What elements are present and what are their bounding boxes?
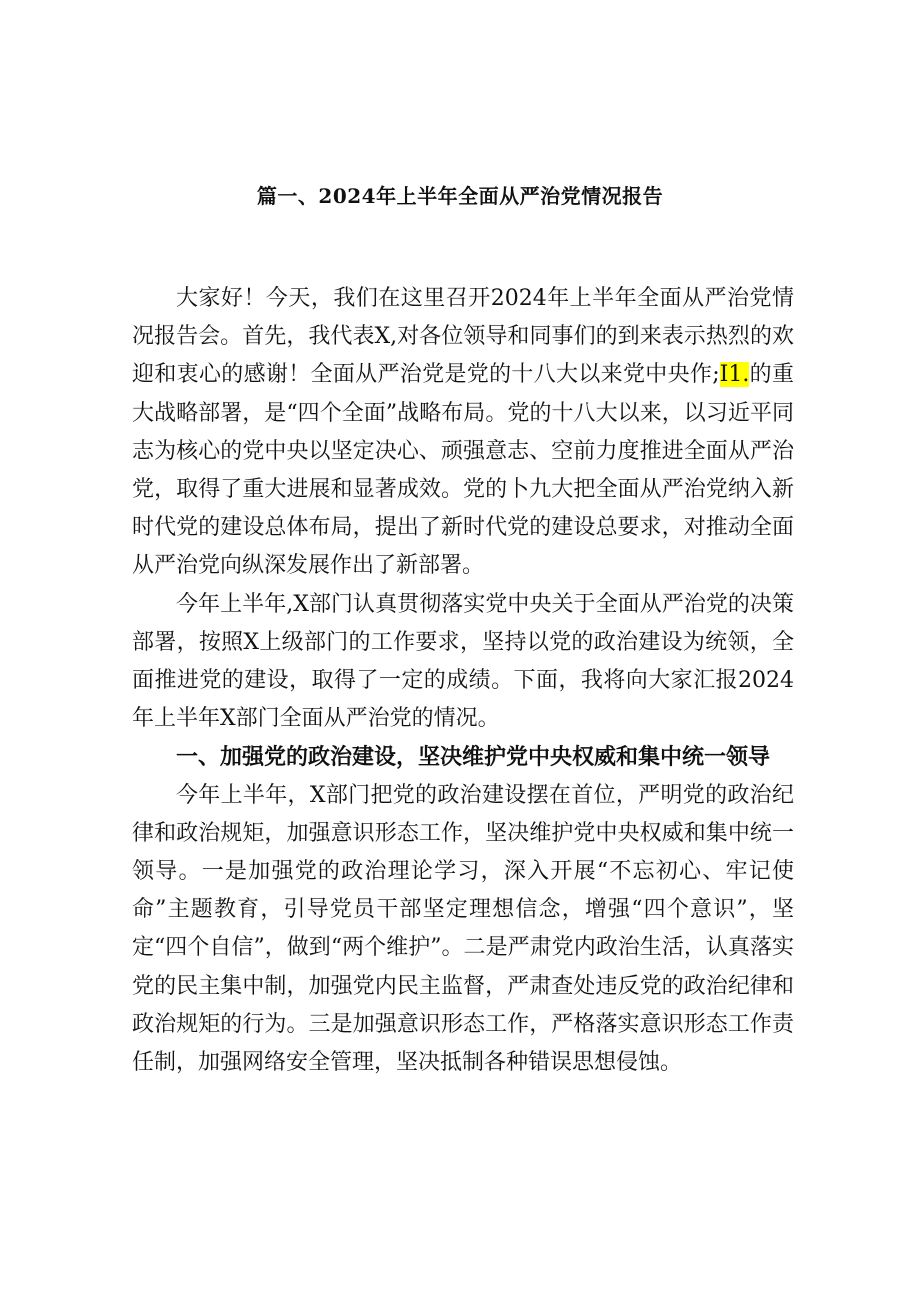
paragraph-overview: 今年上半年,X部门认真贯彻落实党中央关于全面从严治党的决策部署，按照X上级部门的工作要求，坚持以党的政治建设为统领，全面推进党的建设，取得了一定的成绩。下面，我将向大家汇报2024年上半年X部门全面从严治党的情况。	[132, 591, 794, 732]
paragraph-opening	[132, 280, 794, 586]
paragraph-opening-text-after: 的重大战略部署，是“四个全面”战略布局。党的十八大以来，以习近平同志为核心的党中央以坚定决心、顽强意志、空前力度推进全面从严治党，取得了重大进展和显著成效。党的卜九大把全面从严治党纳入新时代党的建设总体布局，提出了新时代党的建设总要求，对推动全面从严治党向纵深发展作出了新部署。	[132, 362, 794, 579]
highlighted-text: I1.	[719, 362, 750, 388]
document-body	[132, 280, 794, 1082]
paragraph-opening-text-before: 大家好！今天，我们在这里召开2024年上半年全面从严治党情况报告会。首先，我代表X,对各位领导和同事们的到来表示热烈的欢迎和衷心的感谢！全面从严治党是党的十八大以来党中央作;	[132, 286, 794, 388]
document-title: 篇一、2024年上半年全面从严治党情况报告	[256, 184, 664, 208]
paragraph-section-1: 今年上半年，X部门把党的政治建设摆在首位，严明党的政治纪律和政治规矩，加强意识形态工作，坚决维护党中央权威和集中统一领导。一是加强党的政治理论学习，深入开展“不忘初心、牢记使命”主题教育，引导党员干部坚定理想信念，增强“四个意识”，坚定“四个自信”，做到“两个维护”。二是严肃党内政治生活，认真落实党的民主集中制，加强党内民主监督，严肃查处违反党的政治纪律和政治规矩的行为。三是加强意识形态工作，严格落实意识形态工作责任制，加强网络安全管理，坚决抵制各种错误思想侵蚀。	[132, 782, 794, 1076]
section-heading-1: 一、加强党的政治建设，坚决维护党中央权威和集中统一领导	[176, 744, 771, 771]
